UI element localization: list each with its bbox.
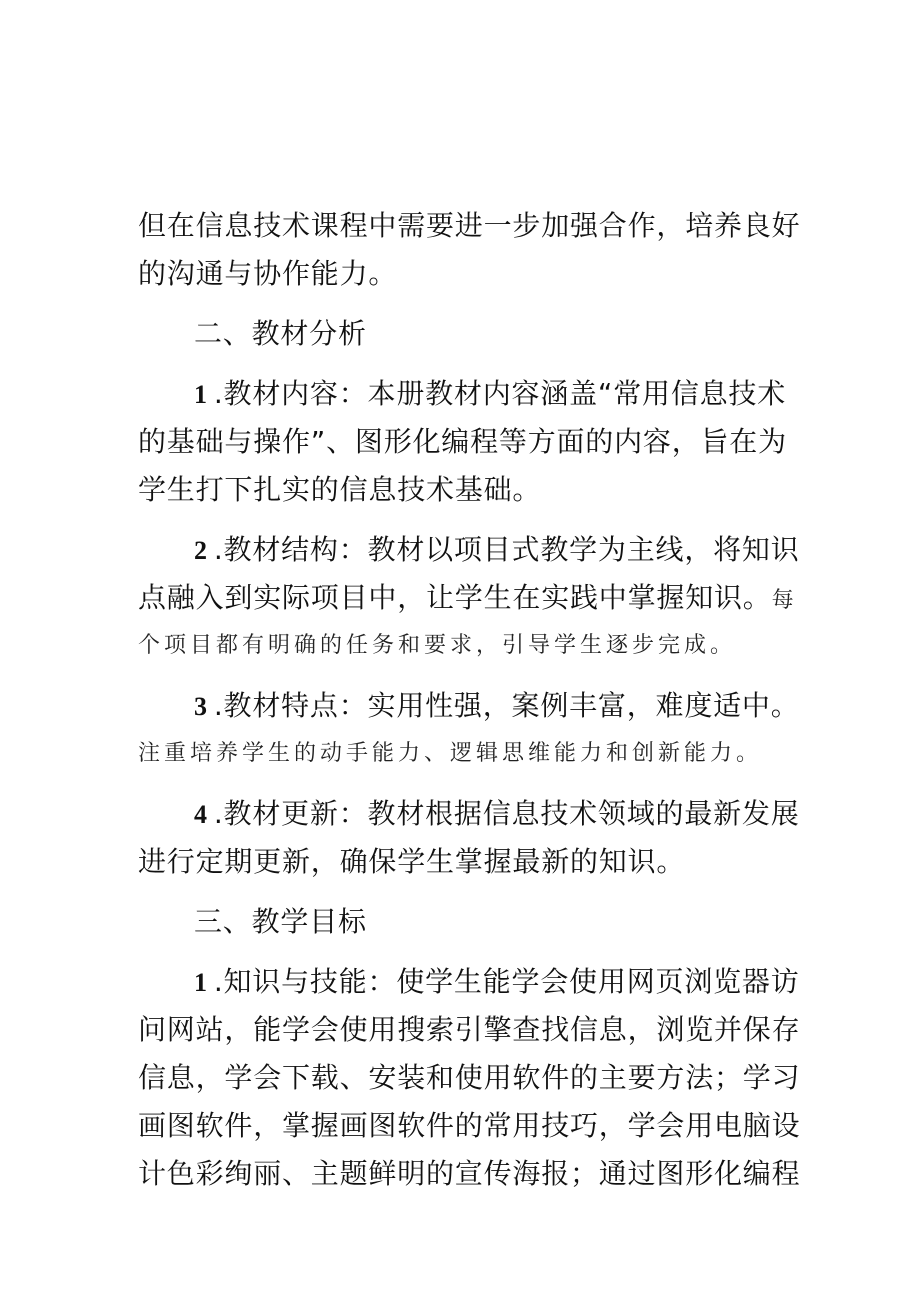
paragraph-line-thin: 注重培养学生的动手能力、逻辑思维能力和创新能力。	[138, 741, 763, 766]
paragraph-line-thin: 个项目都有明确的任务和要求，引导学生逐步完成。	[138, 633, 737, 658]
line-text-thin: 每	[771, 588, 798, 613]
paragraph-line: 信息，学会下载、安装和使用软件的主要方法；学习	[138, 1061, 801, 1094]
section-heading-teaching-goals: 三、教学目标	[194, 905, 367, 938]
paragraph-line: 进行定期更新，确保学生掌握最新的知识。	[138, 845, 686, 878]
item-text: .知识与技能：使学生能学会使用网页浏览器访	[213, 965, 800, 998]
item-text: .教材结构：教材以项目式教学为主线，将知识	[213, 533, 800, 566]
paragraph-line: 计色彩绚丽、主题鲜明的宣传海报；通过图形化编程	[138, 1157, 801, 1190]
paragraph-line: 问网站，能学会使用搜索引擎查找信息，浏览并保存	[138, 1013, 801, 1046]
item-number: 1	[194, 380, 208, 409]
item-number: 2	[194, 536, 208, 565]
paragraph-line	[138, 574, 798, 622]
paragraph-line: 画图软件，掌握画图软件的常用技巧，学会用电脑设	[138, 1109, 801, 1142]
list-item-textbook-content	[138, 370, 788, 418]
paragraph-line: 的沟通与协作能力。	[138, 257, 398, 290]
paragraph-line: 学生打下扎实的信息技术基础。	[138, 473, 542, 506]
item-number: 1	[194, 968, 208, 997]
list-item-textbook-update	[138, 790, 800, 838]
item-text: .教材内容：本册教材内容涵盖“常用信息技术	[213, 377, 787, 410]
item-text: .教材更新：教材根据信息技术领域的最新发展	[213, 797, 800, 830]
item-text: .教材特点：实用性强，案例丰富，难度适中。	[213, 689, 800, 722]
list-item-textbook-structure	[138, 526, 800, 574]
paragraph-line: 但在信息技术课程中需要进一步加强合作，培养良好	[138, 209, 801, 242]
list-item-knowledge-skills	[138, 958, 800, 1006]
section-heading-textbook-analysis: 二、教材分析	[194, 317, 367, 350]
item-number: 3	[194, 692, 208, 721]
paragraph-line: 的基础与操作”、图形化编程等方面的内容，旨在为	[138, 425, 787, 458]
list-item-textbook-features	[138, 682, 800, 730]
line-text: 点融入到实际项目中，让学生在实践中掌握知识。	[138, 581, 772, 614]
item-number: 4	[194, 800, 208, 829]
document-body	[138, 202, 801, 1198]
